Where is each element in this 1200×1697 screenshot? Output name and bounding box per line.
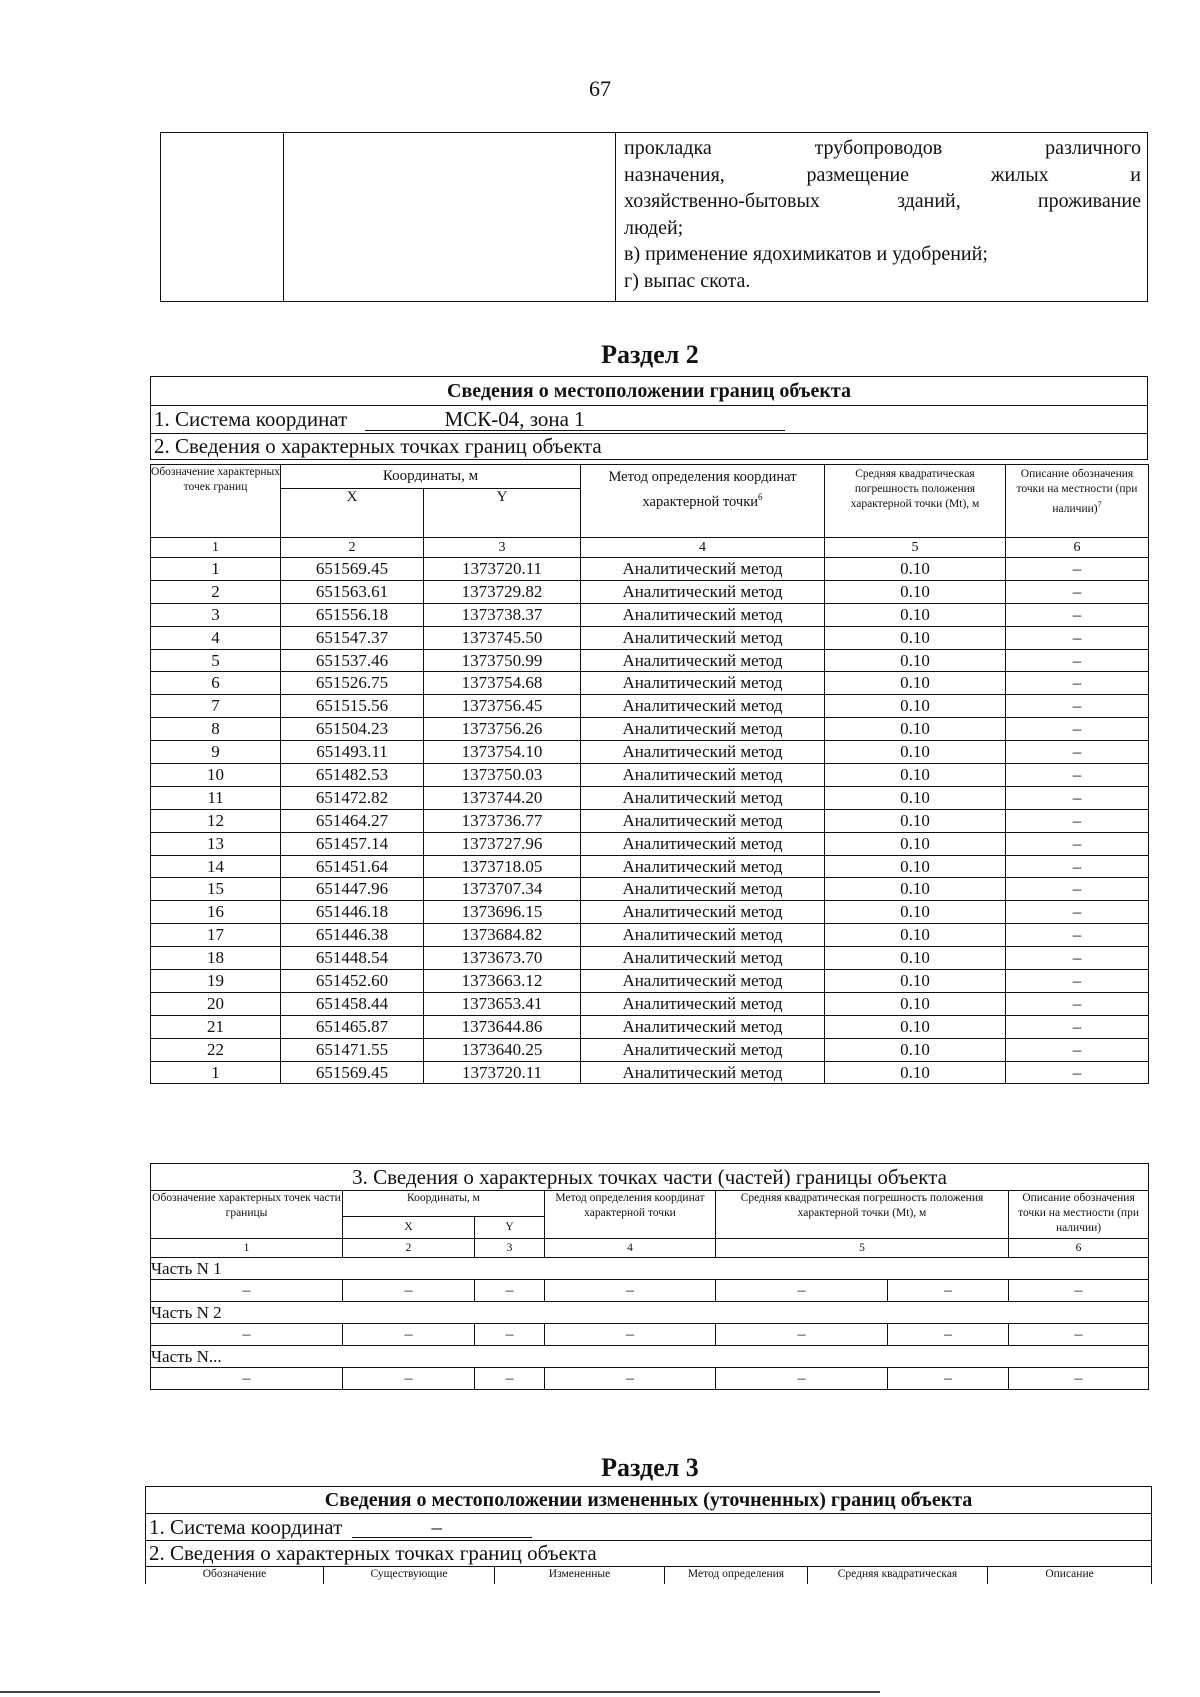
point-y: 1373653.41 (424, 992, 581, 1015)
point-method: Аналитический метод (581, 924, 825, 947)
point-row (151, 992, 1149, 1015)
point-y: 1373720.11 (424, 1061, 581, 1084)
point-number: 13 (151, 832, 281, 855)
parts-title: 3. Сведения о характерных точках части (частей) границы объекта (151, 1164, 1149, 1191)
point-row (151, 855, 1149, 878)
section3-header-error: Средняя квадратическая (808, 1567, 988, 1584)
part-label-row (151, 1346, 1149, 1368)
point-x: 651446.18 (281, 901, 424, 924)
point-number: 19 (151, 970, 281, 993)
section2-table-title: Сведения о местоположении границ объекта (151, 377, 1148, 406)
point-description: – (1006, 1015, 1149, 1038)
point-description: – (1006, 558, 1149, 581)
top-text-line: г) выпас скота. (624, 269, 751, 292)
point-number: 18 (151, 947, 281, 970)
point-description: – (1006, 1061, 1149, 1084)
top-text-line: назначения, размещение жилых и (624, 163, 1141, 186)
top-text-line: в) применение ядохимикатов и удобрений; (624, 243, 988, 265)
point-description: – (1006, 649, 1149, 672)
column-number: 3 (424, 538, 581, 558)
parts-column-number: 4 (545, 1239, 716, 1258)
point-method: Аналитический метод (581, 970, 825, 993)
points-title: 2. Сведения о характерных точках границ объекта (151, 434, 1148, 460)
point-y: 1373744.20 (424, 786, 581, 809)
point-row (151, 695, 1149, 718)
parts-column-number: 5 (716, 1239, 1009, 1258)
header-method (581, 465, 825, 538)
point-y: 1373756.26 (424, 718, 581, 741)
part-label: Часть N 2 (151, 1302, 1149, 1324)
point-y: 1373754.68 (424, 672, 581, 695)
point-number: 20 (151, 992, 281, 1015)
point-y: 1373640.25 (424, 1038, 581, 1061)
point-number: 14 (151, 855, 281, 878)
part-cell: – (545, 1368, 716, 1390)
coord-system-row (151, 406, 1148, 434)
part-data-row (151, 1324, 1149, 1346)
point-y: 1373729.82 (424, 580, 581, 603)
point-method: Аналитический метод (581, 626, 825, 649)
point-x: 651452.60 (281, 970, 424, 993)
point-error: 0.10 (825, 855, 1006, 878)
header-x: X (281, 489, 424, 538)
point-error: 0.10 (825, 1015, 1006, 1038)
column-number: 1 (151, 538, 281, 558)
point-row (151, 558, 1149, 581)
point-method: Аналитический метод (581, 695, 825, 718)
point-description: – (1006, 901, 1149, 924)
page-bottom-rule (0, 1691, 880, 1693)
parts-column-number: 2 (343, 1239, 475, 1258)
point-method: Аналитический метод (581, 1015, 825, 1038)
part-cell: – (475, 1368, 545, 1390)
section3-header-method: Метод определения (665, 1567, 808, 1584)
section3-coord-system-label: 1. Система координат (149, 1514, 343, 1539)
parts-header-method: Метод определения координат характерной точки (545, 1191, 716, 1239)
part-cell: – (1009, 1280, 1149, 1302)
point-row (151, 649, 1149, 672)
point-error: 0.10 (825, 878, 1006, 901)
header-designation: Обозначение характерных точек границ (151, 465, 281, 538)
point-row (151, 672, 1149, 695)
point-x: 651448.54 (281, 947, 424, 970)
point-method: Аналитический метод (581, 947, 825, 970)
point-description: – (1006, 878, 1149, 901)
point-description: – (1006, 1038, 1149, 1061)
point-number: 8 (151, 718, 281, 741)
parts-header-designation: Обозначение характерных точек части границы (151, 1191, 343, 1239)
column-number: 6 (1006, 538, 1149, 558)
point-method: Аналитический метод (581, 832, 825, 855)
point-x: 651556.18 (281, 603, 424, 626)
section3-points-title: 2. Сведения о характерных точках границ объекта (146, 1541, 1152, 1567)
part-data-row (151, 1368, 1149, 1390)
point-number: 9 (151, 741, 281, 764)
point-x: 651569.45 (281, 558, 424, 581)
point-y: 1373750.99 (424, 649, 581, 672)
section3-header-changed: Измененные (495, 1567, 665, 1584)
parts-body (151, 1258, 1149, 1390)
parts-header-y: Y (475, 1217, 545, 1239)
part-cell: – (888, 1368, 1009, 1390)
point-y: 1373727.96 (424, 832, 581, 855)
point-description: – (1006, 741, 1149, 764)
part-cell: – (151, 1280, 343, 1302)
part-cell: – (343, 1368, 475, 1390)
point-number: 15 (151, 878, 281, 901)
header-y: Y (424, 489, 581, 538)
point-error: 0.10 (825, 924, 1006, 947)
point-row (151, 603, 1149, 626)
point-error: 0.10 (825, 947, 1006, 970)
header-coordinates: Координаты, м (281, 465, 581, 489)
part-cell: – (1009, 1324, 1149, 1346)
part-cell: – (1009, 1368, 1149, 1390)
point-y: 1373696.15 (424, 901, 581, 924)
point-description: – (1006, 832, 1149, 855)
point-number: 16 (151, 901, 281, 924)
point-error: 0.10 (825, 786, 1006, 809)
parts-column-number: 3 (475, 1239, 545, 1258)
point-number: 1 (151, 558, 281, 581)
point-method: Аналитический метод (581, 786, 825, 809)
point-y: 1373684.82 (424, 924, 581, 947)
point-method: Аналитический метод (581, 558, 825, 581)
point-error: 0.10 (825, 970, 1006, 993)
point-description: – (1006, 603, 1149, 626)
point-y: 1373673.70 (424, 947, 581, 970)
point-x: 651458.44 (281, 992, 424, 1015)
point-row (151, 947, 1149, 970)
point-row (151, 786, 1149, 809)
parts-table (150, 1163, 1149, 1390)
point-y: 1373750.03 (424, 764, 581, 787)
top-table-text-cell (616, 133, 1148, 302)
point-description: – (1006, 786, 1149, 809)
point-row (151, 741, 1149, 764)
point-error: 0.10 (825, 672, 1006, 695)
point-row (151, 1015, 1149, 1038)
point-description: – (1006, 992, 1149, 1015)
part-cell: – (716, 1280, 888, 1302)
part-label: Часть N 1 (151, 1258, 1149, 1280)
part-data-row (151, 1280, 1149, 1302)
point-error: 0.10 (825, 649, 1006, 672)
point-error: 0.10 (825, 626, 1006, 649)
point-description: – (1006, 764, 1149, 787)
point-description: – (1006, 672, 1149, 695)
point-error: 0.10 (825, 809, 1006, 832)
point-description: – (1006, 718, 1149, 741)
point-error: 0.10 (825, 832, 1006, 855)
point-number: 7 (151, 695, 281, 718)
point-x: 651569.45 (281, 1061, 424, 1084)
point-method: Аналитический метод (581, 649, 825, 672)
section3-coord-system-value: – (352, 1517, 532, 1538)
point-x: 651482.53 (281, 764, 424, 787)
header-error: Средняя квадратическая погрешность положения характерной точки (Mt), м (825, 465, 1006, 538)
point-y: 1373663.12 (424, 970, 581, 993)
point-x: 651457.14 (281, 832, 424, 855)
section3-table-title: Сведения о местоположении измененных (уточненных) границ объекта (146, 1487, 1152, 1514)
top-table (160, 132, 1148, 302)
section2-heading: Раздел 2 (601, 340, 699, 369)
point-x: 651471.55 (281, 1038, 424, 1061)
part-cell: – (545, 1324, 716, 1346)
parts-header-error: Средняя квадратическая погрешность положения характерной точки (Mt), м (716, 1191, 1009, 1239)
point-method: Аналитический метод (581, 1061, 825, 1084)
part-cell: – (475, 1324, 545, 1346)
parts-column-numbers-row (151, 1239, 1149, 1258)
point-description: – (1006, 970, 1149, 993)
part-label-row (151, 1258, 1149, 1280)
column-numbers-row (151, 538, 1149, 558)
point-x: 651465.87 (281, 1015, 424, 1038)
header-description-text: Описание обозначения точки на местности (при наличии) (1016, 468, 1138, 515)
point-method: Аналитический метод (581, 878, 825, 901)
parts-column-number: 1 (151, 1239, 343, 1258)
section3-heading: Раздел 3 (601, 1453, 699, 1482)
part-cell: – (888, 1324, 1009, 1346)
point-x: 651563.61 (281, 580, 424, 603)
parts-header-coordinates: Координаты, м (343, 1191, 545, 1217)
point-y: 1373736.77 (424, 809, 581, 832)
point-number: 5 (151, 649, 281, 672)
point-error: 0.10 (825, 741, 1006, 764)
point-description: – (1006, 626, 1149, 649)
header-description-footnote: 7 (1097, 500, 1102, 509)
point-method: Аналитический метод (581, 580, 825, 603)
part-cell: – (475, 1280, 545, 1302)
section2-points-table (150, 464, 1149, 1084)
point-method: Аналитический метод (581, 764, 825, 787)
point-error: 0.10 (825, 901, 1006, 924)
point-error: 0.10 (825, 603, 1006, 626)
part-cell: – (151, 1324, 343, 1346)
point-error: 0.10 (825, 1061, 1006, 1084)
part-cell: – (545, 1280, 716, 1302)
section2-header-table (150, 376, 1148, 460)
point-method: Аналитический метод (581, 992, 825, 1015)
point-error: 0.10 (825, 1038, 1006, 1061)
point-y: 1373754.10 (424, 741, 581, 764)
column-number: 4 (581, 538, 825, 558)
section3-header-designation: Обозначение (146, 1567, 324, 1584)
point-x: 651515.56 (281, 695, 424, 718)
point-method: Аналитический метод (581, 809, 825, 832)
point-error: 0.10 (825, 580, 1006, 603)
point-x: 651451.64 (281, 855, 424, 878)
point-number: 22 (151, 1038, 281, 1061)
point-x: 651446.38 (281, 924, 424, 947)
parts-column-number: 6 (1009, 1239, 1149, 1258)
point-number: 17 (151, 924, 281, 947)
section3-table (145, 1486, 1152, 1584)
part-cell: – (343, 1324, 475, 1346)
point-number: 21 (151, 1015, 281, 1038)
point-method: Аналитический метод (581, 741, 825, 764)
point-x: 651493.11 (281, 741, 424, 764)
point-error: 0.10 (825, 695, 1006, 718)
points-body (151, 558, 1149, 1084)
header-method-footnote: 6 (758, 492, 763, 502)
point-y: 1373756.45 (424, 695, 581, 718)
point-method: Аналитический метод (581, 1038, 825, 1061)
point-method: Аналитический метод (581, 603, 825, 626)
column-number: 2 (281, 538, 424, 558)
coord-system-value: МСК-04, зона 1 (365, 408, 785, 431)
point-description: – (1006, 809, 1149, 832)
point-row (151, 809, 1149, 832)
point-x: 651464.27 (281, 809, 424, 832)
point-y: 1373745.50 (424, 626, 581, 649)
point-row (151, 924, 1149, 947)
point-error: 0.10 (825, 764, 1006, 787)
point-error: 0.10 (825, 718, 1006, 741)
point-method: Аналитический метод (581, 718, 825, 741)
section3-header-description: Описание (988, 1567, 1152, 1584)
point-number: 6 (151, 672, 281, 695)
section3-coord-system-row (146, 1514, 1152, 1541)
point-description: – (1006, 580, 1149, 603)
header-description (1006, 465, 1149, 538)
point-row (151, 626, 1149, 649)
point-row (151, 901, 1149, 924)
point-description: – (1006, 855, 1149, 878)
point-error: 0.10 (825, 558, 1006, 581)
coord-system-label: 1. Система координат (154, 407, 348, 431)
top-text-line: хозяйственно-бытовых зданий, проживание (624, 190, 1141, 212)
point-row (151, 1038, 1149, 1061)
part-cell: – (716, 1324, 888, 1346)
part-label-row (151, 1302, 1149, 1324)
point-row (151, 878, 1149, 901)
point-number: 11 (151, 786, 281, 809)
point-y: 1373720.11 (424, 558, 581, 581)
point-x: 651526.75 (281, 672, 424, 695)
column-number: 5 (825, 538, 1006, 558)
point-row (151, 970, 1149, 993)
point-number: 12 (151, 809, 281, 832)
point-description: – (1006, 924, 1149, 947)
point-method: Аналитический метод (581, 901, 825, 924)
point-x: 651504.23 (281, 718, 424, 741)
point-y: 1373738.37 (424, 603, 581, 626)
part-cell: – (151, 1368, 343, 1390)
header-method-text: Метод определения координат характерной точки (608, 469, 797, 510)
part-cell: – (888, 1280, 1009, 1302)
point-method: Аналитический метод (581, 672, 825, 695)
point-row (151, 832, 1149, 855)
top-table-empty-cell-1 (161, 133, 284, 302)
point-y: 1373707.34 (424, 878, 581, 901)
page-number: 67 (589, 76, 611, 101)
point-x: 651537.46 (281, 649, 424, 672)
point-number: 10 (151, 764, 281, 787)
point-error: 0.10 (825, 992, 1006, 1015)
point-row (151, 1061, 1149, 1084)
top-table-empty-cell-2 (284, 133, 616, 302)
top-text-line: прокладка трубопроводов различного (624, 137, 1141, 159)
point-description: – (1006, 695, 1149, 718)
point-x: 651547.37 (281, 626, 424, 649)
point-row (151, 580, 1149, 603)
point-row (151, 764, 1149, 787)
point-number: 2 (151, 580, 281, 603)
point-y: 1373718.05 (424, 855, 581, 878)
point-number: 4 (151, 626, 281, 649)
point-number: 3 (151, 603, 281, 626)
part-cell: – (343, 1280, 475, 1302)
point-method: Аналитический метод (581, 855, 825, 878)
point-x: 651447.96 (281, 878, 424, 901)
parts-header-x: X (343, 1217, 475, 1239)
point-y: 1373644.86 (424, 1015, 581, 1038)
point-row (151, 718, 1149, 741)
point-x: 651472.82 (281, 786, 424, 809)
section3-header-existing: Существующие (324, 1567, 495, 1584)
part-label: Часть N... (151, 1346, 1149, 1368)
top-text-line: людей; (624, 216, 684, 239)
part-cell: – (716, 1368, 888, 1390)
parts-header-description: Описание обозначения точки на местности (при наличии) (1009, 1191, 1149, 1239)
point-number: 1 (151, 1061, 281, 1084)
point-description: – (1006, 947, 1149, 970)
